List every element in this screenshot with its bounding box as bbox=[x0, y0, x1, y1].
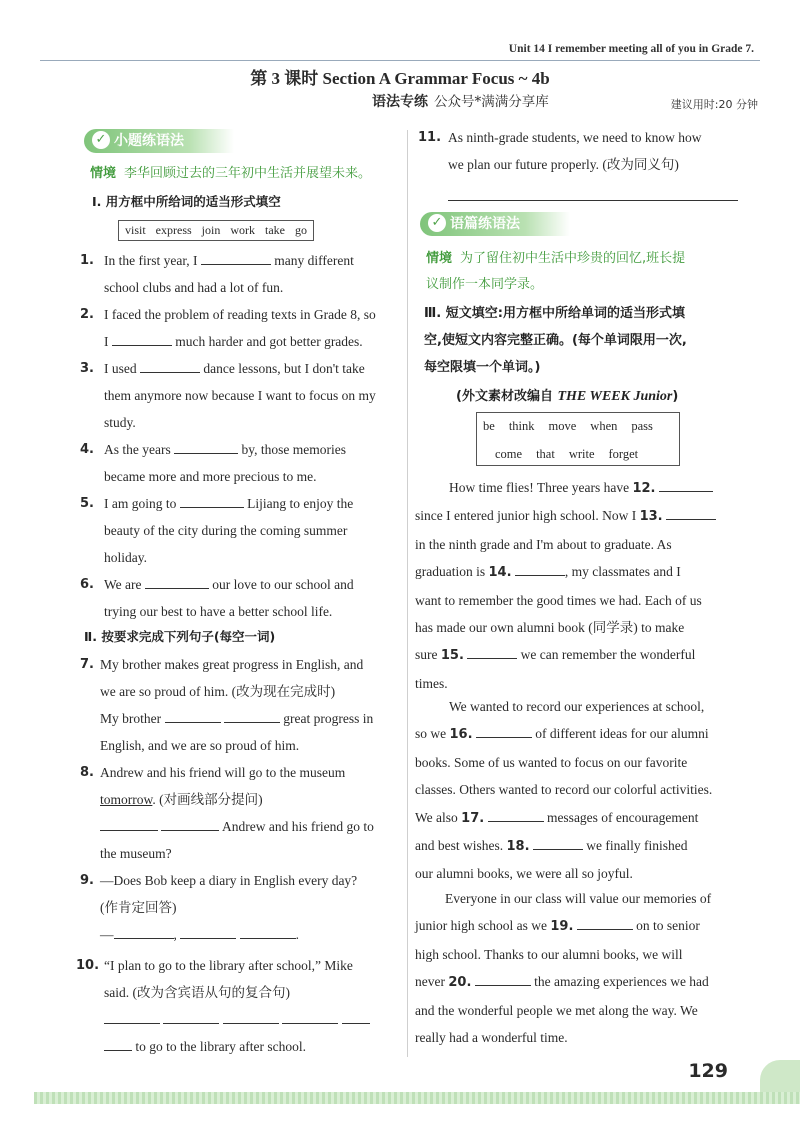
passage-text: and best wishes. bbox=[415, 838, 504, 854]
context-line-2 bbox=[426, 246, 742, 298]
context-text: 李华回顾过去的三年初中生活并展望未来。 bbox=[124, 166, 372, 181]
answer-blank[interactable] bbox=[659, 477, 713, 492]
q-text: , bbox=[173, 927, 177, 942]
passage-text: Everyone in our class will value our memories of bbox=[445, 891, 712, 906]
answer-blank[interactable] bbox=[467, 644, 517, 659]
q-text: My brother bbox=[100, 711, 162, 726]
answer-blank[interactable] bbox=[165, 708, 221, 723]
passage-text: times. bbox=[415, 675, 448, 691]
underlined-word: tomorrow bbox=[100, 792, 153, 807]
source-text: ) bbox=[672, 389, 679, 404]
banner-grammar-drills bbox=[84, 129, 234, 153]
q-text: much harder and got better grades. bbox=[175, 334, 363, 349]
q-text: dance lessons, but I don't take bbox=[203, 361, 365, 376]
q-number: 6. bbox=[80, 577, 94, 592]
q-text: the museum? bbox=[100, 846, 172, 861]
word-option: that bbox=[536, 447, 555, 461]
passage-text: junior high school as we bbox=[415, 918, 547, 934]
answer-blank[interactable] bbox=[666, 505, 716, 520]
q-text: many different bbox=[274, 253, 354, 268]
question-5 bbox=[80, 490, 400, 571]
word-row bbox=[495, 447, 638, 462]
passage-text: How time flies! Three years have bbox=[449, 480, 630, 495]
q-text: our love to our school and bbox=[212, 577, 354, 592]
passage-text: the amazing experiences we had bbox=[534, 974, 709, 990]
passage-text: We also bbox=[415, 809, 458, 825]
question-11 bbox=[418, 124, 740, 210]
passage-text: really had a wonderful time. bbox=[415, 1030, 568, 1046]
word-option: move bbox=[548, 419, 577, 433]
answer-blank[interactable] bbox=[104, 1009, 160, 1024]
section-3-line: Ⅲ. 短文填空:用方框中所给单词的适当形式填 bbox=[424, 306, 685, 321]
q-number: 3. bbox=[80, 361, 94, 376]
word-option: forget bbox=[608, 447, 639, 461]
word-option: visit bbox=[125, 223, 146, 237]
q-number: 10. bbox=[76, 958, 100, 973]
passage-paragraph-1 bbox=[415, 474, 740, 697]
word-option: take bbox=[265, 223, 286, 237]
q-text: In the first year, I bbox=[104, 253, 198, 268]
blank-number: 19. bbox=[550, 919, 574, 935]
q-text: great progress in bbox=[283, 711, 374, 726]
answer-blank[interactable] bbox=[140, 358, 200, 373]
passage-text: want to remember the good times we had. Each of us bbox=[415, 592, 702, 608]
suggested-time: 建议用时:20 分钟 bbox=[670, 98, 758, 111]
source-note bbox=[456, 385, 678, 405]
q-number: 5. bbox=[80, 496, 94, 511]
context-label: 情境 bbox=[90, 166, 117, 181]
answer-blank[interactable] bbox=[180, 493, 244, 508]
question-4 bbox=[80, 436, 400, 490]
q-text: we plan our future properly. (改为同义句) bbox=[448, 157, 679, 172]
answer-blank[interactable] bbox=[112, 331, 172, 346]
answer-blank[interactable] bbox=[240, 924, 296, 939]
q-number: 4. bbox=[80, 442, 94, 457]
answer-blank[interactable] bbox=[104, 1036, 132, 1051]
q-text: I used bbox=[104, 361, 137, 376]
passage-text: since I entered junior high school. Now I bbox=[415, 508, 637, 524]
word-option: work bbox=[230, 223, 256, 237]
subtitle: 语法专练 bbox=[372, 94, 428, 110]
passage-text: high school. Thanks to our alumni books, we will bbox=[415, 946, 683, 962]
q-text: beauty of the city during the coming summer bbox=[104, 523, 348, 538]
question-9 bbox=[80, 867, 400, 948]
blank-number: 18. bbox=[506, 839, 530, 855]
q-text: My brother makes great progress in English, and bbox=[100, 657, 364, 672]
q-text: I am going to bbox=[104, 496, 177, 511]
passage-text: messages of encouragement bbox=[546, 809, 699, 825]
answer-blank[interactable] bbox=[515, 561, 565, 576]
answer-blank[interactable] bbox=[577, 915, 633, 930]
q-number: 8. bbox=[80, 765, 94, 780]
banner-passage-grammar bbox=[420, 212, 570, 236]
q-number: 7. bbox=[80, 657, 94, 672]
section-3-title bbox=[424, 300, 744, 381]
passage-text: of different ideas for our alumni bbox=[535, 726, 709, 742]
answer-blank[interactable] bbox=[100, 816, 158, 831]
q-text: I bbox=[104, 334, 109, 349]
passage-text: never bbox=[415, 974, 445, 990]
answer-blank[interactable] bbox=[224, 708, 280, 723]
blank-number: 15. bbox=[440, 648, 464, 664]
q-number: 11. bbox=[418, 130, 442, 145]
q-text: we are so proud of him. (改为现在完成时) bbox=[100, 684, 336, 699]
page-number: 129 bbox=[688, 1060, 728, 1082]
q-text: study. bbox=[104, 415, 136, 430]
word-option: come bbox=[495, 447, 523, 461]
check-icon: ✓ bbox=[92, 131, 110, 149]
passage-text: in the ninth grade and I'm about to graduate. As bbox=[415, 536, 672, 552]
q-text: . bbox=[295, 927, 299, 942]
answer-blank[interactable] bbox=[174, 439, 238, 454]
passage-paragraph-3 bbox=[415, 885, 740, 1051]
question-8 bbox=[80, 759, 400, 867]
context-line bbox=[90, 162, 371, 181]
q-text: As ninth-grade students, we need to know how bbox=[448, 130, 702, 145]
q-text: trying our best to have a better school life. bbox=[104, 604, 333, 619]
q-text: Lijiang to enjoy the bbox=[247, 496, 354, 511]
answer-blank[interactable] bbox=[180, 924, 236, 939]
q-text: them anymore now because I want to focus on my bbox=[104, 388, 376, 403]
question-1 bbox=[80, 247, 400, 301]
word-row bbox=[483, 419, 653, 434]
section-2-title: Ⅱ. 按要求完成下列句子(每空一词) bbox=[84, 629, 276, 644]
answer-blank[interactable] bbox=[476, 723, 532, 738]
answer-blank[interactable] bbox=[145, 574, 209, 589]
passage-text: so we bbox=[415, 726, 447, 742]
q-text: holiday. bbox=[104, 550, 147, 565]
source-text: (外文素材改编自 bbox=[456, 389, 558, 404]
q-text: We are bbox=[104, 577, 142, 592]
word-option: go bbox=[295, 223, 308, 237]
word-box-2 bbox=[476, 412, 680, 466]
q-text: school clubs and had a lot of fun. bbox=[104, 280, 284, 295]
watermark-text: 公众号*满满分享库 bbox=[434, 94, 549, 110]
passage-text: we can remember the wonderful bbox=[520, 647, 696, 663]
word-option: pass bbox=[631, 419, 653, 433]
context-label: 情境 bbox=[426, 251, 453, 266]
section-1-title: Ⅰ. 用方框中所给词的适当形式填空 bbox=[92, 194, 281, 209]
word-option: join bbox=[201, 223, 221, 237]
passage-text: on to senior bbox=[636, 918, 700, 934]
passage-text: We wanted to record our experiences at school, bbox=[449, 699, 705, 714]
q-text: English, and we are so proud of him. bbox=[100, 738, 300, 753]
answer-blank[interactable] bbox=[533, 835, 583, 850]
banner-label: 语篇练语法 bbox=[450, 216, 520, 232]
q-text: . (对画线部分提问) bbox=[152, 792, 263, 807]
word-option: when bbox=[590, 419, 618, 433]
subtitle-row bbox=[372, 90, 549, 111]
passage-text: has made our own alumni book (同学录) to make bbox=[415, 620, 685, 636]
unit-header: Unit 14 I remember meeting all of you in Grade 7. bbox=[508, 43, 754, 55]
word-box-1 bbox=[118, 220, 314, 241]
answer-blank[interactable] bbox=[223, 1009, 279, 1024]
check-icon: ✓ bbox=[428, 214, 446, 232]
q-text: (作肯定回答) bbox=[100, 900, 177, 915]
answer-blank[interactable] bbox=[201, 250, 271, 265]
blank-number: 14. bbox=[488, 565, 512, 581]
question-10 bbox=[76, 952, 400, 1060]
word-option: be bbox=[483, 419, 495, 433]
footer-band bbox=[34, 1092, 800, 1104]
header-rule bbox=[40, 60, 760, 61]
q-text: to go to the library after school. bbox=[135, 1039, 306, 1054]
q-number: 1. bbox=[80, 253, 94, 268]
q-text: “I plan to go to the library after school,” Mike bbox=[104, 958, 353, 973]
passage-text: books. Some of us wanted to focus on our favorite bbox=[415, 754, 688, 770]
passage-text: , my classmates and I bbox=[564, 564, 681, 580]
passage-text: we finally finished bbox=[586, 838, 688, 854]
q-text: I faced the problem of reading texts in Grade 8, so bbox=[104, 307, 376, 322]
context-text: 为了留住初中生活中珍贵的回忆,班长提 bbox=[460, 251, 686, 266]
section-3-line: 每空限填一个单词。) bbox=[424, 360, 541, 375]
blank-number: 20. bbox=[448, 975, 472, 991]
q-text: As the years bbox=[104, 442, 171, 457]
source-title: THE WEEK Junior bbox=[557, 389, 673, 404]
answer-blank[interactable] bbox=[114, 924, 174, 939]
blank-number: 13. bbox=[639, 509, 663, 525]
answer-blank[interactable] bbox=[342, 1009, 370, 1024]
q-number: 2. bbox=[80, 307, 94, 322]
blank-number: 17. bbox=[461, 810, 485, 826]
passage-text: graduation is bbox=[415, 564, 486, 580]
answer-blank[interactable] bbox=[282, 1009, 338, 1024]
question-2 bbox=[80, 301, 400, 355]
page-title: 第 3 课时 Section A Grammar Focus ~ 4b bbox=[250, 69, 550, 88]
question-7 bbox=[80, 651, 400, 759]
word-option: write bbox=[568, 447, 595, 461]
question-3 bbox=[80, 355, 400, 436]
passage-text: sure bbox=[415, 647, 438, 663]
answer-blank[interactable] bbox=[488, 807, 544, 822]
passage-text: and the wonderful people we met along the way. We bbox=[415, 1002, 698, 1018]
q-number: 9. bbox=[80, 873, 94, 888]
context-text: 议制作一本同学录。 bbox=[426, 277, 544, 292]
question-6 bbox=[80, 571, 400, 625]
answer-blank[interactable] bbox=[163, 1009, 219, 1024]
blank-number: 16. bbox=[449, 727, 473, 743]
passage-paragraph-2 bbox=[415, 693, 740, 888]
q-text: said. (改为含宾语从句的复合句) bbox=[104, 985, 290, 1000]
q-text: Andrew and his friend go to bbox=[222, 819, 374, 834]
section-3-line: 空,使短文内容完整正确。(每个单词限用一次, bbox=[424, 333, 687, 348]
answer-blank[interactable] bbox=[475, 971, 531, 986]
q-text: by, those memories bbox=[241, 442, 346, 457]
blank-number: 12. bbox=[632, 481, 656, 496]
q-text: became more and more precious to me. bbox=[104, 469, 317, 484]
q-text: Andrew and his friend will go to the museum bbox=[100, 765, 346, 780]
passage-text: our alumni books, we were all so joyful. bbox=[415, 866, 633, 882]
q-text: — bbox=[100, 927, 114, 942]
column-divider bbox=[407, 130, 408, 1057]
answer-line[interactable] bbox=[448, 186, 738, 201]
word-option: think bbox=[508, 419, 535, 433]
banner-label: 小题练语法 bbox=[114, 133, 184, 149]
answer-blank[interactable] bbox=[161, 816, 219, 831]
word-option: express bbox=[155, 223, 192, 237]
q-text: —Does Bob keep a diary in English every day? bbox=[100, 873, 358, 888]
passage-text: classes. Others wanted to record our colorful activities. bbox=[415, 782, 713, 798]
